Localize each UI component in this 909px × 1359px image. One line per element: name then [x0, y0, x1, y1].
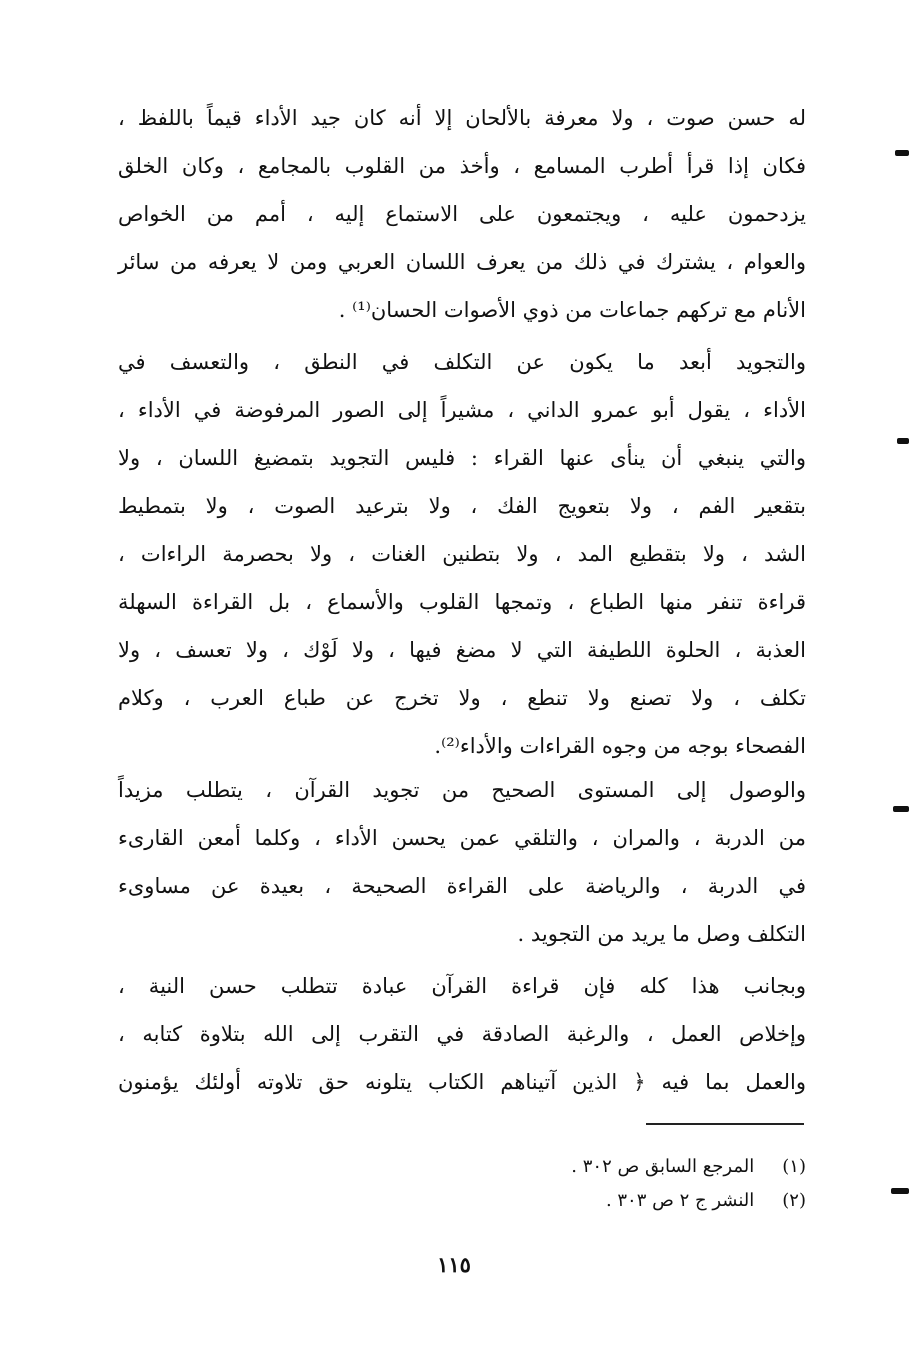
text-line: وبجانب هذا كله فإن قراءة القرآن عبادة تتطلب حسن النية ،	[118, 974, 806, 998]
text-line: العذبة ، الحلوة اللطيفة التي لا مضغ فيها ، ولا لَوْك ، ولا تعسف ، ولا	[118, 638, 806, 662]
footnote-2	[418, 1184, 806, 1218]
text-line: الشد ، ولا بتقطيع المد ، ولا بتطنين الغنات ، ولا بحصرمة الراءات ،	[118, 542, 806, 566]
text-line: له حسن صوت ، ولا معرفة بالألحان إلا أنه كان جيد الأداء قيماً باللفظ ،	[118, 106, 806, 130]
footnotes	[418, 1150, 806, 1218]
scan-edge-mark	[891, 1188, 909, 1194]
text-line: بتقعير الفم ، ولا بتعويج الفك ، ولا بترعيد الصوت ، ولا بتمطيط	[118, 494, 806, 518]
text-line: والتجويد أبعد ما يكون عن التكلف في النطق ، والتعسف في	[118, 350, 806, 374]
paragraph-1	[118, 94, 806, 334]
text-line: قراءة تنفر منها الطباع ، وتمجها القلوب والأسماع ، بل القراءة السهلة	[118, 590, 806, 614]
text-line: التكلف وصل ما يريد من التجويد .	[517, 922, 806, 946]
text-line: الأداء ، يقول أبو عمرو الداني ، مشيراً إلى الصور المرفوضة في الأداء ،	[118, 398, 806, 422]
footnote-text: النشر ج ٢ ص ٣٠٣ .	[605, 1190, 755, 1211]
text-line: الأنام مع تركهم جماعات من ذوي الأصوات الحسان⁽¹⁾ .	[338, 298, 806, 322]
text-line: يزدحمون عليه ، ويجتمعون على الاستماع إليه ، أمم من الخواص	[118, 202, 806, 226]
paragraph-2	[118, 338, 806, 770]
text-line: والعمل بما فيه ﴿ الذين آتيناهم الكتاب يتلونه حق تلاوته أولئك يؤمنون	[118, 1070, 806, 1094]
footnote-number: (١)	[782, 1156, 806, 1177]
scan-edge-mark	[895, 150, 909, 156]
text-line: والعوام ، يشترك في ذلك من يعرف اللسان العربي ومن لا يعرفه من سائر	[118, 250, 806, 274]
footnote-separator	[646, 1123, 804, 1125]
text-line: والوصول إلى المستوى الصحيح من تجويد القرآن ، يتطلب مزيداً	[118, 778, 806, 802]
paragraph-4	[118, 962, 806, 1106]
text-line: في الدربة ، والرياضة على القراءة الصحيحة ، بعيدة عن مساوىء	[118, 874, 806, 898]
page-number: ١١٥	[437, 1252, 471, 1277]
paragraph-3	[118, 766, 806, 958]
text-line: والتي ينبغي أن ينأى عنها القراء : فليس التجويد بتمضيغ اللسان ، ولا	[118, 446, 806, 470]
footnote-text: المرجع السابق ص ٣٠٢ .	[571, 1156, 755, 1177]
text-line: الفصحاء بوجه من وجوه القراءات والأداء⁽²⁾.	[434, 734, 806, 758]
footnote-1	[418, 1150, 806, 1184]
text-line: تكلف ، ولا تصنع ولا تنطع ، ولا تخرج عن طباع العرب ، وكلام	[118, 686, 806, 710]
text-line: فكان إذا قرأ أطرب المسامع ، وأخذ من القلوب بالمجامع ، وكان الخلق	[118, 154, 806, 178]
footnote-number: (٢)	[782, 1190, 806, 1211]
scan-edge-mark	[897, 438, 909, 444]
text-line: وإخلاص العمل ، والرغبة الصادقة في التقرب إلى الله بتلاوة كتابه ،	[118, 1022, 806, 1046]
scan-edge-mark	[893, 806, 909, 812]
text-line: من الدربة ، والمران ، والتلقي عمن يحسن الأداء ، وكلما أمعن القارىء	[118, 826, 806, 850]
